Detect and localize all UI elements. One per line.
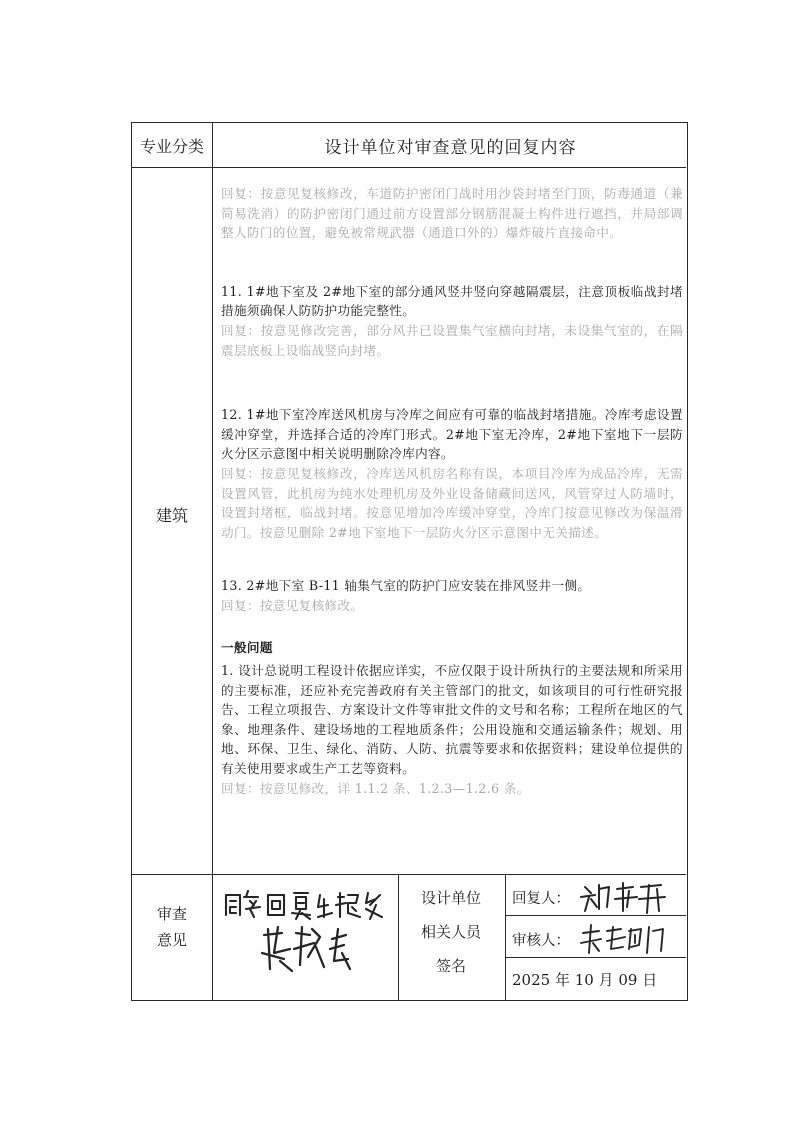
reply-text: 回复：按意见复核修改，车道防护密闭门战时用沙袋封堵至门顶，防毒通道（兼简易洗消）的防护密闭门通过前方设置部分钢筋混凝土构件进行遮挡，并局部调整人防门的位置，避免被常规武器（通道口外的）爆炸破片直接命中。 [221,186,683,241]
review-label-line: 意见 [156,931,187,949]
sign-date: 2025 年 10 月 09 日 [512,971,658,989]
question-text: 1. 设计总说明工程设计依据应详实，不应仅限于设计所执行的主要法规和所采用的主要标准，还应补充完善政府有关主管部门的批文，如该项目的可行性研究报告、工程立项报告、方案设计文件等审批文件的文号和名称；工程所在地区的气象、地理条件、建设场地的工程地质条件；公用设施和交通运输条件；规划、用地、环保、卫生、绿化、消防、人防、抗震等要求和依据资料；建设单位提供的有关使用要求或生产工艺等资料。 [221,663,683,777]
replier-label: 回复人： [512,891,570,907]
section-title: 一般问题 [221,639,273,655]
reply-text: 回复：按意见修改完善，部分风井已设置集气室横向封堵，未设集气室的，在隔震层底板上设临战竖向封堵。 [221,322,683,358]
question-text: 13. 2#地下室 B-11 轴集气室的防护门应安装在排风竖井一侧。 [221,578,591,594]
reply-text: 回复：按意见修改，详 1.1.2 条、1.2.3—1.2.6 条。 [221,780,530,796]
header-reply-content: 设计单位对审查意见的回复内容 [324,138,577,158]
review-label-divider [212,874,213,1001]
question-text: 11. 1#地下室及 2#地下室的部分通风竖井竖向穿越隔震层，注意顶板临战封堵措施须确保人防防护功能完整性。 [221,283,683,319]
reviewer-label: 审核人： [512,933,570,949]
category-label: 建筑 [155,506,188,525]
designer-label-divider [505,874,506,1001]
designer-label-line: 签名 [435,957,466,975]
reviewer-signature [577,919,667,957]
category-divider [212,123,213,874]
reply-text: 回复：按意见复核修改。 [221,597,364,613]
reply-content [221,184,683,798]
replier-signature [577,877,667,917]
designer-label-line: 相关人员 [420,923,481,941]
review-reply-table [131,122,688,1001]
designer-label-line: 设计单位 [420,889,481,907]
review-opinion-label [132,901,212,953]
bottom-section-divider [132,874,686,875]
reply-text: 回复：按意见复核修改，冷库送风机房名称有误，本项目冷库为成品冷库，无需设置风管，此机房为纯水处理机房及外业设备储藏间送风，风管穿过人防墙时，设置封堵框，临战封堵。按意见增加冷库缓冲穿堂，冷库门按意见修改为保温滑动门。按意见删除 2#地下室地下一层防火分区示意图中无关描述。 [221,465,683,540]
handwritten-review-opinion [220,883,390,978]
reviewer-divider [505,957,686,958]
question-text: 12. 1#地下室冷库送风机房与冷库之间应有可靠的临战封堵措施。冷库考虑设置缓冲穿堂，并选择合适的冷库门形式。2#地下室无冷库，2#地下室地下一层防火分区示意图中相关说明删除冷库内容。 [221,407,683,462]
header-category: 专业分类 [139,137,204,156]
review-label-line: 审查 [156,905,187,923]
designer-label [398,881,504,983]
